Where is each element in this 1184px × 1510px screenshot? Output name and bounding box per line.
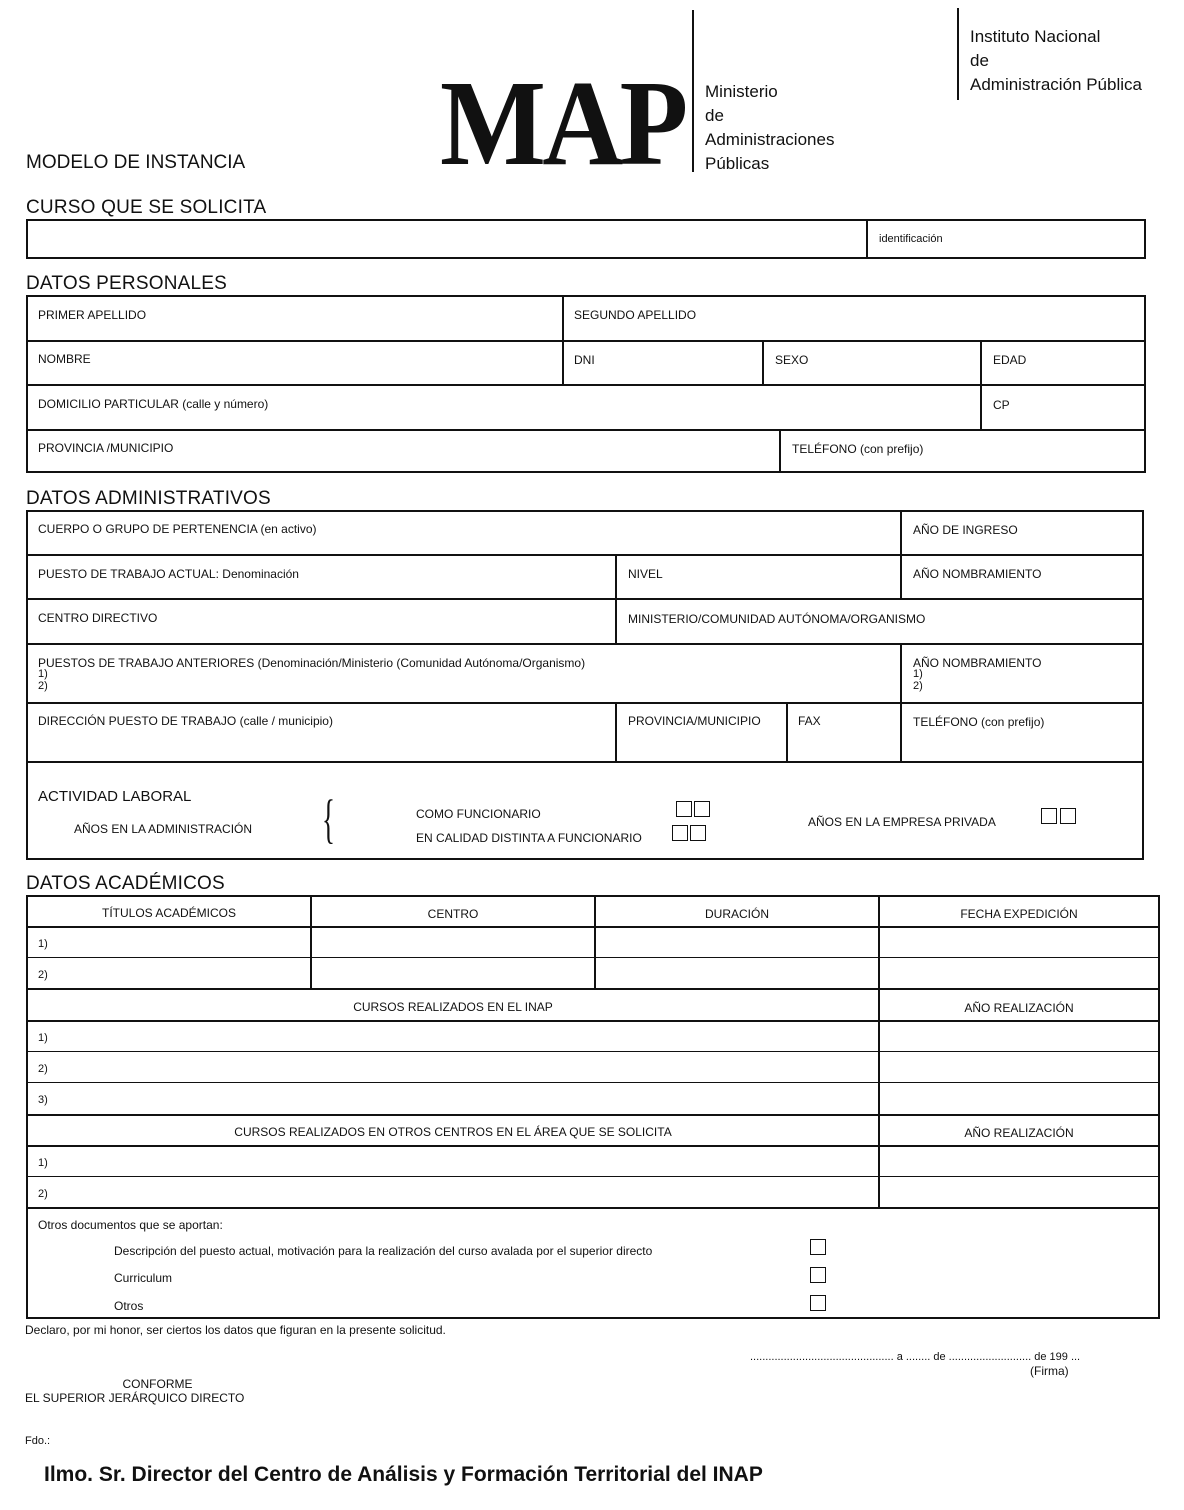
provincia-municipio-field[interactable] bbox=[617, 704, 786, 761]
titulo-row-2[interactable] bbox=[28, 959, 1158, 988]
direccion-label: DIRECCIÓN PUESTO DE TRABAJO (calle / municipio) bbox=[38, 714, 333, 728]
section-title-academicos: DATOS ACADÉMICOS bbox=[26, 873, 225, 894]
otros-centros-row-2-number: 2) bbox=[38, 1188, 48, 1200]
institute-name bbox=[970, 25, 1142, 97]
ministry-line: Administraciones bbox=[705, 130, 835, 149]
telefono-label: TELÉFONO (con prefijo) bbox=[792, 442, 924, 456]
direccion-field[interactable] bbox=[28, 704, 615, 761]
institute-line: Instituto Nacional bbox=[970, 27, 1101, 46]
inap-row-1-number: 1) bbox=[38, 1032, 48, 1044]
ano-nombramiento-anteriores-field[interactable] bbox=[902, 645, 1142, 702]
como-funcionario-label: COMO FUNCIONARIO bbox=[416, 807, 541, 821]
ano-nombramiento-label: AÑO NOMBRAMIENTO bbox=[913, 567, 1042, 581]
curso-field[interactable] bbox=[28, 221, 866, 257]
ministry-line: de bbox=[705, 106, 724, 125]
row-line bbox=[26, 988, 1160, 990]
cuerpo-label: CUERPO O GRUPO DE PERTENENCIA (en activo) bbox=[38, 522, 317, 536]
row-line bbox=[26, 1176, 1160, 1177]
puestos-anteriores-item-2: 2) bbox=[38, 680, 48, 692]
telefono-trabajo-field[interactable] bbox=[902, 704, 1142, 761]
logo-divider bbox=[692, 10, 694, 172]
section-title-curso: CURSO QUE SE SOLICITA bbox=[26, 197, 267, 218]
section-title-administrativos: DATOS ADMINISTRATIVOS bbox=[26, 488, 271, 509]
header-duracion: DURACIÓN bbox=[704, 907, 769, 921]
doc-curriculum-label: Curriculum bbox=[114, 1271, 173, 1285]
otros-documentos-title: Otros documentos que se aportan: bbox=[38, 1218, 223, 1232]
otros-centros-ano-header: AÑO REALIZACIÓN bbox=[964, 1126, 1074, 1140]
section-title-personales: DATOS PERSONALES bbox=[26, 273, 228, 294]
map-logo: MAP bbox=[440, 56, 685, 191]
empresa-privada-years-box-1[interactable] bbox=[1041, 808, 1057, 824]
centro-directivo-label: CENTRO DIRECTIVO bbox=[38, 611, 158, 625]
doc-descripcion-label: Descripción del puesto actual, motivación para la realización del curso avalada por el superior directo bbox=[114, 1244, 653, 1258]
segundo-apellido-label: SEGUNDO APELLIDO bbox=[574, 308, 697, 322]
fdo-label: Fdo.: bbox=[25, 1435, 51, 1447]
puesto-actual-label: PUESTO DE TRABAJO ACTUAL: Denominación bbox=[38, 567, 299, 581]
telefono-trabajo-label: TELÉFONO (con prefijo) bbox=[913, 715, 1045, 729]
row-line bbox=[26, 1207, 1160, 1209]
no-funcionario-years-box-2[interactable] bbox=[690, 825, 706, 841]
inap-row-2-number: 2) bbox=[38, 1063, 48, 1075]
no-funcionario-years-box-1[interactable] bbox=[672, 825, 688, 841]
primer-apellido-label: PRIMER APELLIDO bbox=[38, 308, 147, 322]
actividad-laboral-title: ACTIVIDAD LABORAL bbox=[38, 788, 192, 805]
doc-otros-label: Otros bbox=[114, 1299, 144, 1313]
otros-centros-row-1-number: 1) bbox=[38, 1157, 48, 1169]
nivel-label: NIVEL bbox=[628, 567, 663, 581]
puestos-anteriores-label: PUESTOS DE TRABAJO ANTERIORES (Denominación/Ministerio (Comunidad Autónoma/Organismo) bbox=[38, 656, 586, 670]
header-titulos: TÍTULOS ACADÉMICOS bbox=[101, 906, 237, 920]
funcionario-years-box-2[interactable] bbox=[694, 801, 710, 817]
provincia-label: PROVINCIA /MUNICIPIO bbox=[38, 441, 174, 455]
puestos-anteriores-item-1: 1) bbox=[38, 668, 48, 680]
anos-administracion-label: AÑOS EN LA ADMINISTRACIÓN bbox=[74, 822, 253, 836]
row-line bbox=[26, 957, 1160, 958]
ano-ingreso-label: AÑO DE INGRESO bbox=[913, 523, 1018, 537]
otros-centros-row-1[interactable] bbox=[28, 1147, 1158, 1176]
header-centro: CENTRO bbox=[427, 907, 479, 921]
row-line bbox=[26, 761, 1144, 763]
funcionario-years-box-1[interactable] bbox=[676, 801, 692, 817]
firma-date-line[interactable]: ............................................... a ........ de ........................... de 199 ... bbox=[750, 1351, 1081, 1363]
empresa-privada-label: AÑOS EN LA EMPRESA PRIVADA bbox=[808, 815, 996, 829]
conforme-label: CONFORME bbox=[122, 1377, 193, 1391]
brace: { bbox=[322, 789, 335, 849]
cp-label: CP bbox=[993, 398, 1010, 412]
sexo-label: SEXO bbox=[775, 353, 809, 367]
inap-header: CURSOS REALIZADOS EN EL INAP bbox=[353, 1000, 553, 1014]
identificacion-label: identificación bbox=[879, 233, 943, 245]
puestos-anteriores-field[interactable] bbox=[28, 645, 900, 702]
ministerio-label: MINISTERIO/COMUNIDAD AUTÓNOMA/ORGANISMO bbox=[628, 612, 926, 626]
empresa-privada-years-box-2[interactable] bbox=[1060, 808, 1076, 824]
titulo-row-1-number: 1) bbox=[38, 938, 48, 950]
doc-descripcion-checkbox[interactable] bbox=[810, 1239, 826, 1255]
nombre-field[interactable] bbox=[28, 342, 562, 384]
otros-centros-header: CURSOS REALIZADOS EN OTROS CENTROS EN EL ÁREA QUE SE SOLICITA bbox=[234, 1125, 672, 1139]
institute-divider bbox=[957, 8, 959, 100]
row-line bbox=[26, 1082, 1160, 1083]
calidad-distinta-label: EN CALIDAD DISTINTA A FUNCIONARIO bbox=[416, 831, 642, 845]
inap-row-2[interactable] bbox=[28, 1053, 1158, 1082]
fax-label: FAX bbox=[798, 714, 821, 728]
ano-nombramiento-anteriores-label: AÑO NOMBRAMIENTO bbox=[913, 656, 1042, 670]
firma-label: (Firma) bbox=[1030, 1364, 1069, 1378]
superior-label: EL SUPERIOR JERÁRQUICO DIRECTO bbox=[25, 1391, 245, 1405]
institute-line: Administración Pública bbox=[970, 75, 1142, 94]
inap-row-1[interactable] bbox=[28, 1022, 1158, 1051]
doc-curriculum-checkbox[interactable] bbox=[810, 1267, 826, 1283]
domicilio-label: DOMICILIO PARTICULAR (calle y número) bbox=[38, 397, 269, 411]
ano-nombramiento-item-1: 1) bbox=[913, 668, 923, 680]
otros-centros-row-2[interactable] bbox=[28, 1178, 1158, 1207]
row-line bbox=[26, 1114, 1160, 1116]
form-title: MODELO DE INSTANCIA bbox=[26, 152, 246, 173]
ministry-name bbox=[705, 80, 834, 176]
edad-label: EDAD bbox=[993, 353, 1027, 367]
inap-row-3-number: 3) bbox=[38, 1094, 48, 1106]
destinatario: Ilmo. Sr. Director del Centro de Análisis y Formación Territorial del INAP bbox=[44, 1463, 763, 1486]
header-fecha: FECHA EXPEDICIÓN bbox=[960, 907, 1078, 921]
fax-field[interactable] bbox=[788, 704, 900, 761]
institute-line: de bbox=[970, 51, 989, 70]
titulo-row-1[interactable] bbox=[28, 928, 1158, 957]
ministry-line: Ministerio bbox=[705, 82, 778, 101]
dni-label: DNI bbox=[574, 353, 595, 367]
nombre-label: NOMBRE bbox=[38, 352, 91, 366]
row-line bbox=[26, 1051, 1160, 1052]
provincia-municipio-label: PROVINCIA/MUNICIPIO bbox=[628, 714, 761, 728]
titulo-row-2-number: 2) bbox=[38, 969, 48, 981]
ministry-line: Públicas bbox=[705, 154, 770, 173]
declaracion-text: Declaro, por mi honor, ser ciertos los datos que figuran en la presente solicitud. bbox=[25, 1323, 446, 1337]
doc-otros-checkbox[interactable] bbox=[810, 1295, 826, 1311]
inap-ano-header: AÑO REALIZACIÓN bbox=[964, 1001, 1074, 1015]
inap-row-3[interactable] bbox=[28, 1084, 1158, 1114]
ano-nombramiento-item-2: 2) bbox=[913, 680, 923, 692]
